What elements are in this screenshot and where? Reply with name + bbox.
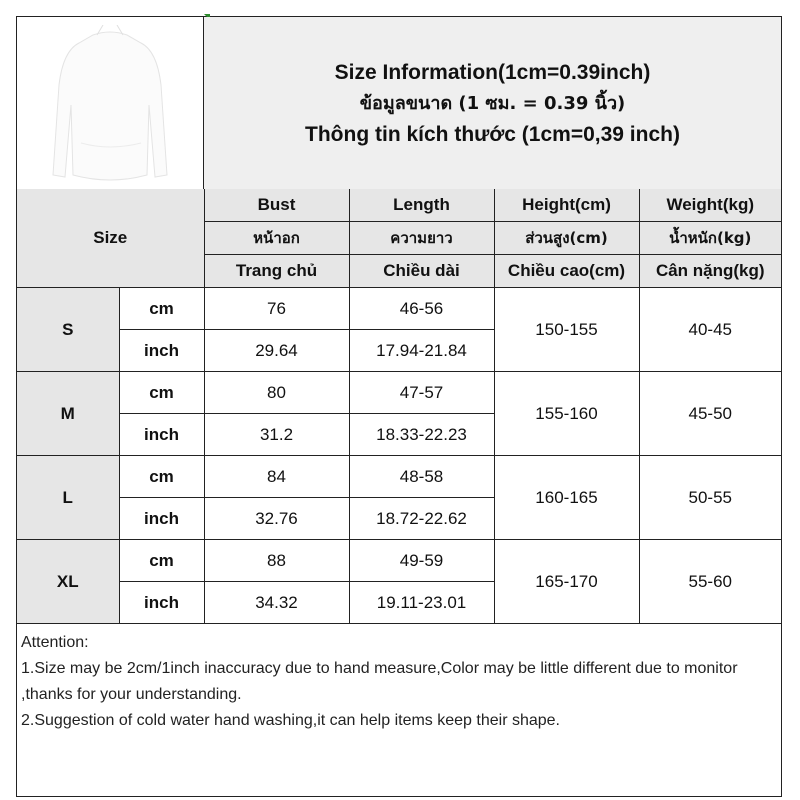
weight-range: 50-55 bbox=[639, 456, 781, 540]
unit-cm: cm bbox=[119, 456, 204, 498]
title-vietnamese: Thông tin kích thước (1cm=0,39 inch) bbox=[305, 122, 680, 146]
size-label-m: M bbox=[17, 372, 119, 456]
notes-heading: Attention: bbox=[21, 634, 89, 651]
length-inch: 18.72-22.62 bbox=[349, 498, 494, 540]
attention-notes bbox=[17, 626, 781, 734]
unit-inch: inch bbox=[119, 414, 204, 456]
title-thai: ข้อมูลขนาด (1 ซม. = 0.39 นิ้ว) bbox=[359, 92, 626, 114]
size-chart bbox=[16, 16, 782, 797]
bust-inch: 29.64 bbox=[204, 330, 349, 372]
col-header-height-thai: ส่วนสูง(cm) bbox=[494, 222, 639, 255]
unit-cm: cm bbox=[119, 540, 204, 582]
height-range: 160-165 bbox=[494, 456, 639, 540]
bust-cm: 84 bbox=[204, 456, 349, 498]
bust-inch: 31.2 bbox=[204, 414, 349, 456]
col-header-bust-vi: Trang chủ bbox=[204, 255, 349, 288]
length-inch: 19.11-23.01 bbox=[349, 582, 494, 624]
size-label-l: L bbox=[17, 456, 119, 540]
height-range: 165-170 bbox=[494, 540, 639, 624]
length-cm: 46-56 bbox=[349, 288, 494, 330]
white-dress-image bbox=[45, 25, 175, 183]
weight-range: 55-60 bbox=[639, 540, 781, 624]
col-header-weight-thai: น้ำหนัก(kg) bbox=[639, 222, 781, 255]
height-range: 150-155 bbox=[494, 288, 639, 372]
size-header: Size bbox=[17, 189, 204, 288]
table-row bbox=[17, 372, 781, 414]
length-cm: 48-58 bbox=[349, 456, 494, 498]
bust-inch: 34.32 bbox=[204, 582, 349, 624]
unit-inch: inch bbox=[119, 582, 204, 624]
col-header-height: Height(cm) bbox=[494, 189, 639, 222]
col-header-weight: Weight(kg) bbox=[639, 189, 781, 222]
table-row bbox=[17, 288, 781, 330]
table-row bbox=[17, 540, 781, 582]
size-label-s: S bbox=[17, 288, 119, 372]
table-row bbox=[17, 456, 781, 498]
col-header-height-vi: Chiều cao(cm) bbox=[494, 255, 639, 288]
col-header-weight-vi: Cân nặng(kg) bbox=[639, 255, 781, 288]
bust-cm: 76 bbox=[204, 288, 349, 330]
product-photo bbox=[17, 17, 204, 189]
size-chart-header bbox=[17, 17, 781, 190]
unit-cm: cm bbox=[119, 288, 204, 330]
weight-range: 45-50 bbox=[639, 372, 781, 456]
bust-cm: 88 bbox=[204, 540, 349, 582]
weight-range: 40-45 bbox=[639, 288, 781, 372]
bust-inch: 32.76 bbox=[204, 498, 349, 540]
col-header-length-vi: Chiều dài bbox=[349, 255, 494, 288]
length-inch: 18.33-22.23 bbox=[349, 414, 494, 456]
size-label-xl: XL bbox=[17, 540, 119, 624]
length-cm: 49-59 bbox=[349, 540, 494, 582]
unit-cm: cm bbox=[119, 372, 204, 414]
col-header-length-thai: ความยาว bbox=[349, 222, 494, 255]
unit-inch: inch bbox=[119, 330, 204, 372]
title-block bbox=[204, 17, 781, 189]
unit-inch: inch bbox=[119, 498, 204, 540]
length-cm: 47-57 bbox=[349, 372, 494, 414]
notes-line-2: 2.Suggestion of cold water hand washing,it can help items keep their shape. bbox=[21, 712, 560, 729]
height-range: 155-160 bbox=[494, 372, 639, 456]
title-english: Size Information(1cm=0.39inch) bbox=[334, 60, 651, 84]
col-header-bust-thai: หน้าอก bbox=[204, 222, 349, 255]
size-table bbox=[17, 189, 781, 624]
notes-line-1: 1.Size may be 2cm/1inch inaccuracy due to hand measure,Color may be little different due to monitor ,thanks for your understanding. bbox=[21, 660, 738, 703]
col-header-length: Length bbox=[349, 189, 494, 222]
bust-cm: 80 bbox=[204, 372, 349, 414]
length-inch: 17.94-21.84 bbox=[349, 330, 494, 372]
col-header-bust: Bust bbox=[204, 189, 349, 222]
